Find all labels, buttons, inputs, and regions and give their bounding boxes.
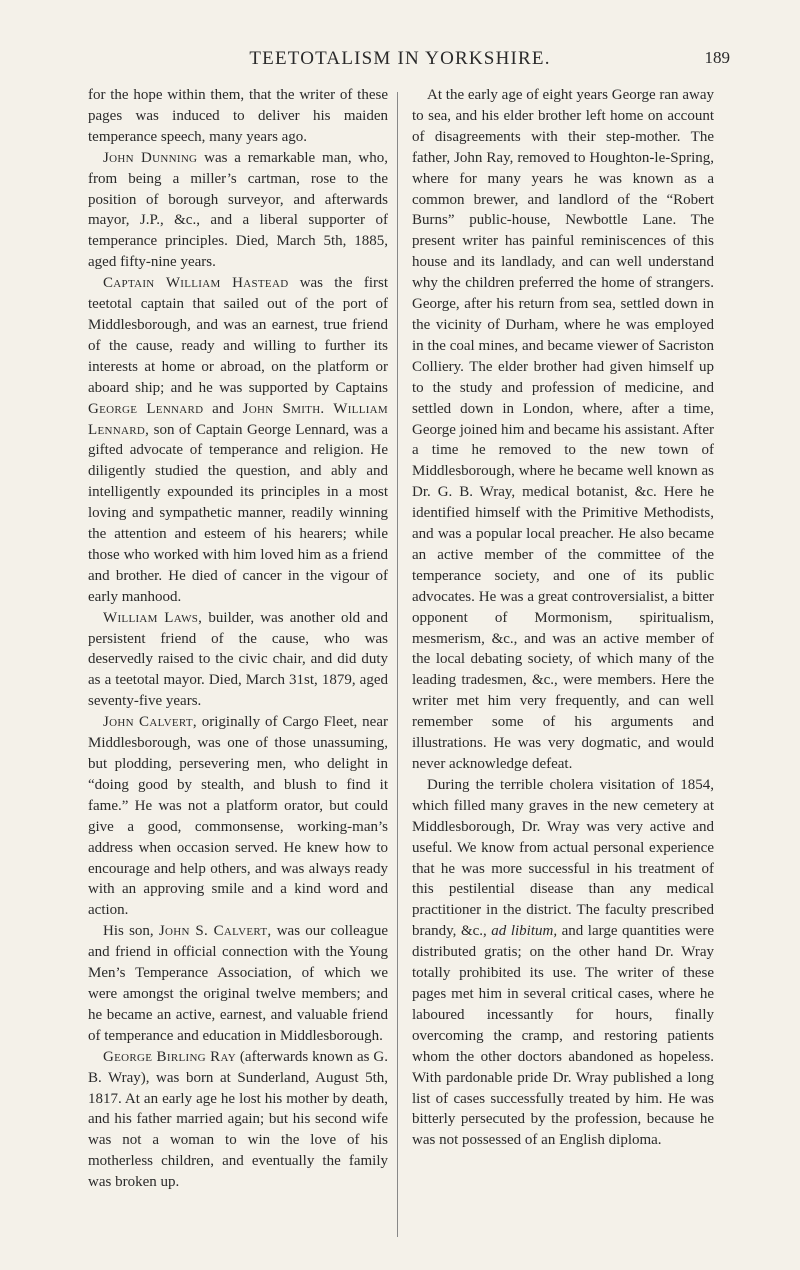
paragraph	[88, 921, 388, 1046]
paragraph	[88, 1047, 388, 1193]
person-name: John Smith.	[242, 400, 325, 417]
paragraph	[412, 775, 714, 1151]
person-name: George Lennard	[88, 400, 204, 417]
person-name: William Lennard,	[88, 400, 388, 438]
paragraph-text: son of Captain George Lennard, was a gifted advocate of temperance and religion. He diligently studied the question, and ably and intelligently expounded its principles in a most loving and sympathetic manner, readily winning the attention and esteem of his hearers; while those who worked with him loved him as a friend and brother. He died of cancer in the vigour of early manhood.	[88, 421, 388, 605]
paragraph	[88, 148, 388, 273]
person-name: John S. Calvert,	[158, 923, 272, 940]
person-name: William Laws,	[103, 609, 203, 626]
right-column	[412, 85, 714, 1151]
italic-phrase: ad libitum,	[491, 923, 558, 940]
left-column	[88, 85, 388, 1193]
paragraph	[88, 712, 388, 921]
paragraph-text: was our colleague and friend in official connection with the Young Men’s Temperance Association, of which we were amongst the original twelve members; and he became an active, earnest, and valuable friend of temperance and education in Middlesborough.	[88, 923, 388, 1044]
paragraph	[88, 608, 388, 713]
paragraph	[88, 85, 388, 148]
paragraph-text: originally of Cargo Fleet, near Middlesborough, was one of those unassuming, but plodding, persevering men, who delight in “doing good by stealth, and blush to find it fame.” He was not a platform orator, but could give a good, commonsense, working-man’s address when occasion served. He knew how to encourage and help others, and was always ready with an approving smile and a kind word and action.	[88, 714, 388, 919]
person-name: Captain William Hastead	[103, 275, 289, 292]
person-name: John Dunning	[103, 149, 198, 166]
person-name: John Calvert,	[103, 714, 197, 731]
paragraph-text: (afterwards known as G. B. Wray), was born at Sunderland, August 5th, 1817. At an early age he lost his mother by death, and his father married again; but his second wife was not a woman to win the love of his motherless children, and eventually the family was broken up.	[88, 1048, 388, 1191]
paragraph-text: was a remarkable man, who, from being a miller’s cartman, rose to the position of borough surveyor, and afterwards mayor, J.P., &c., and a liberal supporter of temperance principles. Died, March 5th, 1885, aged fifty-nine years.	[88, 149, 389, 271]
column-divider	[397, 92, 398, 1237]
paragraph-text: builder, was another old and persistent friend of the cause, who was deservedly raised to the civic chair, and did duty as a teetotal mayor. Died, March 31st, 1879, aged seventy-five years.	[88, 609, 388, 710]
paragraph-text: His son,	[103, 923, 159, 940]
paragraph-text: and large quantities were distributed gratis; on the other hand Dr. Wray totally prohibited its use. The writer of these pages met him in several critical cases, where he laboured incessantly for hours, finally overcoming the cramp, and restoring patients whom the other doctors abandoned as hopeless. With pardonable pride Dr. Wray published a long list of cases successfully treated by him. He was bitterly persecuted by the profession, because he was not possessed of an English diploma.	[412, 923, 714, 1149]
paragraph	[412, 85, 714, 775]
paragraph	[88, 273, 388, 608]
page-number: 189	[704, 48, 730, 67]
person-name: George Birling Ray	[103, 1048, 236, 1065]
paragraph-text: and	[203, 400, 243, 417]
paragraph-text: was the first teetotal captain that sailed out of the port of Middlesborough, and was an earnest, true friend of the cause, ready and willing to further its interests at home or abroad, on the platform or aboard ship; and he was supported by Captains	[88, 275, 388, 396]
paragraph-text: At the early age of eight years George ran away to sea, and his elder brother left home on account of disagreements with their step-mother. The father, John Ray, removed to Houghton-le-Spring, where for many years he was known as a common brewer, and landlord of the “Robert Burns” public-house, Newbottle Lane. The present writer has painful reminiscences of this house and its landlady, and can well understand why the children preferred the home of strangers. George, after his return from sea, settled down in the vicinity of Durham, where he was employed in the coal mines, and became viewer of Sacriston Colliery. The elder brother had given himself up to the study and profession of medicine, and settled down in London, where, after a time, George joined him and became his assistant. After a time he removed to the new town of Middlesborough, where he became well known as Dr. G. B. Wray, medical botanist, &c. Here he identified himself with the Primitive Methodists, and was a popular local preacher. He also became an active member of the committee of the temperance society, and one of its public advocates. He was a great controversialist, a bitter opponent of Mormonism, spiritualism, mesmerism, &c., and was an active member of the local debating society, of which many of the leading tradesmen, &c., were members. Here the writer met him very frequently, and can well remember some of his arguments and illustrations. He was very dogmatic, and would never acknowledge defeat.	[412, 87, 714, 772]
running-head: TEETOTALISM IN YORKSHIRE.	[249, 48, 551, 69]
page-header	[0, 48, 800, 78]
paragraph-text: During the terrible cholera visitation of 1854, which filled many graves in the new cemetery at Middlesborough, Dr. Wray was very active and useful. We know from actual personal experience that he was more successful in his treatment of this pestilential disease than any medical practitioner in the district. The faculty prescribed brandy, &c.,	[412, 776, 714, 940]
paragraph-text: for the hope within them, that the writer of these pages was induced to deliver his maiden temperance speech, many years ago.	[88, 87, 388, 145]
paragraph-text	[325, 401, 334, 417]
